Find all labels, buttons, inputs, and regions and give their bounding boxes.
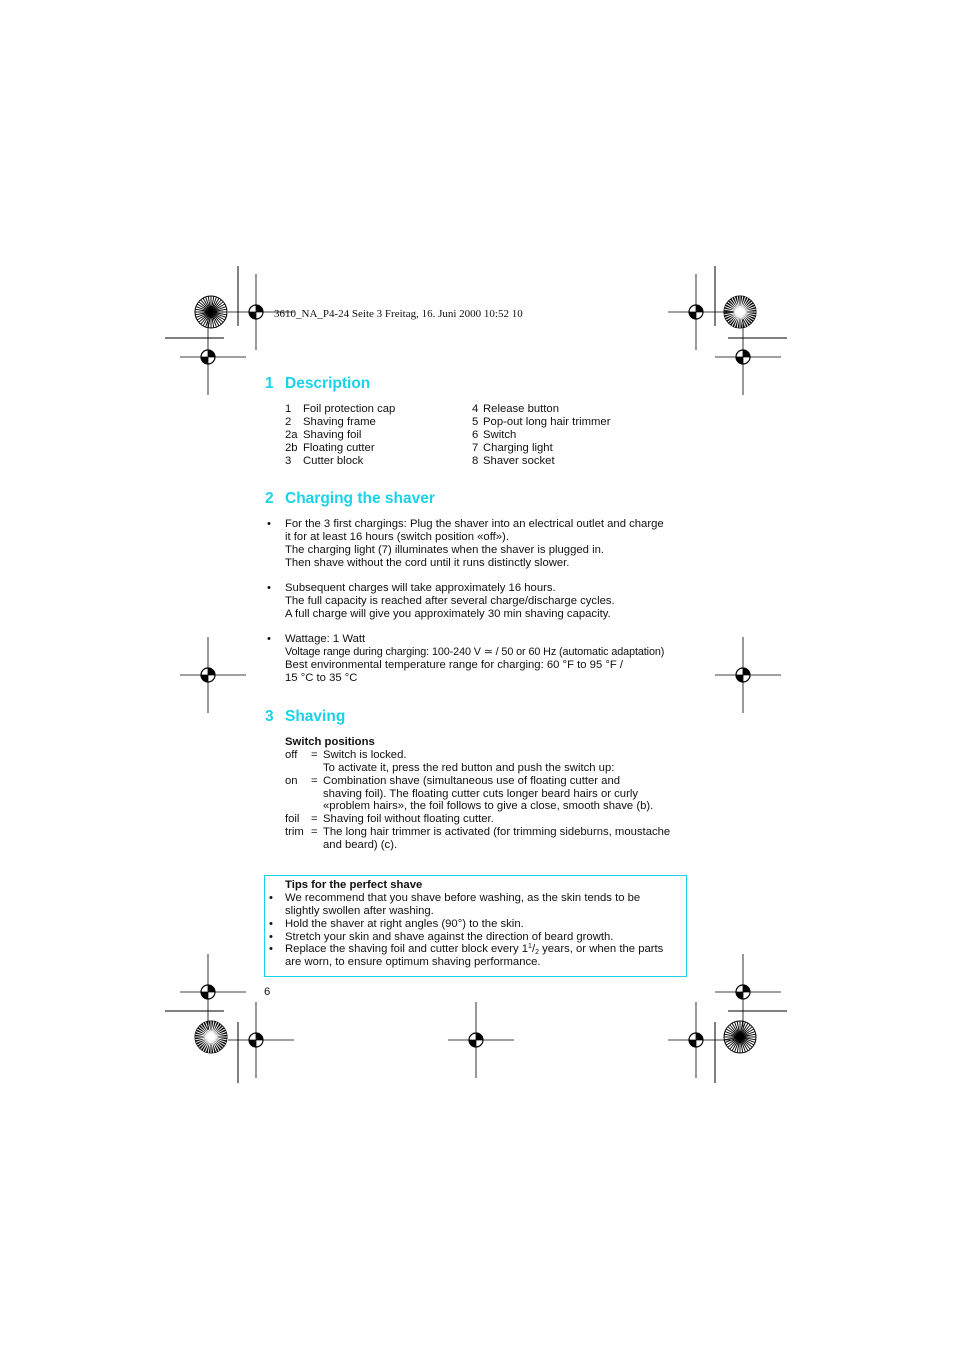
switch-foil: foil = Shaving foil without floating cutter. [285,813,494,826]
section-3-number: 3 [265,708,274,725]
switch-on: on = Combination shave (simultaneous use of floating cutter and [285,774,621,787]
crosshair-mark [715,954,781,1030]
parts-list-left [285,403,395,467]
part-item: 8 Shaver socket [472,454,555,467]
part-item: 4 Release button [472,403,559,415]
tips-heading: Tips for the perfect shave [285,879,423,891]
tip-2: Hold the shaver at right angles (90°) to the skin. [285,918,524,930]
bullet: • [267,582,271,594]
part-item: 2a Shaving foil [285,428,362,441]
bullet: • [269,931,273,943]
section-3-heading [265,708,345,726]
slug-line: 3610_NA_P4-24 Seite 3 Freitag, 16. Juni 2000 10:52 10 [274,308,523,320]
charging-paragraph-2: Subsequent charges will take approximately 16 hours. The full capacity is reached after several charge/discharge cycles. A full charge will give you approximately 30 min shaving capacity. [285,582,615,620]
starburst-mark [724,1021,756,1053]
part-item: 2b Floating cutter [285,441,375,454]
bullet: • [267,633,271,645]
part-item: 7 Charging light [472,441,553,454]
crosshair-mark [180,319,246,395]
crosshair-mark [715,637,781,713]
switch-off: off = Switch is locked. [285,748,407,761]
crosshair-mark [668,274,734,350]
section-2-heading [265,490,435,508]
bullet: • [269,943,273,955]
part-item: 2 Shaving frame [285,415,376,428]
bullet: • [267,518,271,530]
switch-positions-heading: Switch positions [285,736,375,748]
crosshair-mark [180,637,246,713]
tip-1: We recommend that you shave before washing, as the skin tends to be slightly swollen after washing. [285,892,641,917]
bullet: • [269,918,273,930]
part-item: 1 Foil protection cap [285,403,396,415]
starburst-mark [195,1021,227,1053]
tip-3: Stretch your skin and shave against the direction of beard growth. [285,931,614,943]
section-2-number: 2 [265,490,274,507]
tip-4: Replace the shaving foil and cutter block every $1^1/_2$ years, or when the parts are worn, to ensure optimum shaving performance. [285,943,664,968]
section-1-number: 1 [265,375,274,392]
bullet: • [269,892,273,904]
section-1-heading [265,375,370,393]
charging-paragraph-1: For the 3 first chargings: Plug the shaver into an electrical outlet and charge it for at least 16 hours (switch position «off»). The charging light (7) illuminates when the shaver is plugged in. Then shave without the cord until it runs distinctly slower. [285,518,664,569]
switch-trim: trim = The long hair trimmer is activated (for trimming sideburns, moustache [285,826,671,839]
parts-list-right [472,403,610,467]
section-1-title: Description [285,375,371,392]
page-number: 6 [264,986,271,998]
crosshair-mark [180,954,246,1030]
charging-paragraph-3: Wattage: 1 Watt Voltage range during charging: 100-240 V ≃ / 50 or 60 Hz (automatic adaptation) Best environmental temperature range for charging: 60 °F to 95 °F / 15 °C to 35 °C [285,633,665,684]
part-item: 6 Switch [472,428,517,441]
part-item: 5 Pop-out long hair trimmer [472,415,611,428]
section-2-title: Charging the shaver [285,490,435,507]
crosshair-mark [448,1002,514,1078]
section-3-title: Shaving [285,708,346,725]
switch-positions: Switch positions off = Switch is locked. To activate it, press the red button and push the switch up: on = Combination shave (simultaneous use of floating cutter and shaving foil). The floating cutter cuts longer beard hairs or curly «problem hairs», the foil follows to give a close, smooth shave (b). foil = Shaving foil without floating cutter. trim = The long hair trimmer is activated (for trimming sideburns, moustache and beard) (c). [285,736,671,852]
crosshair-mark [668,1002,734,1078]
crosshair-mark [715,319,781,395]
part-item: 3 Cutter block [285,454,364,467]
starburst-mark [195,296,227,328]
